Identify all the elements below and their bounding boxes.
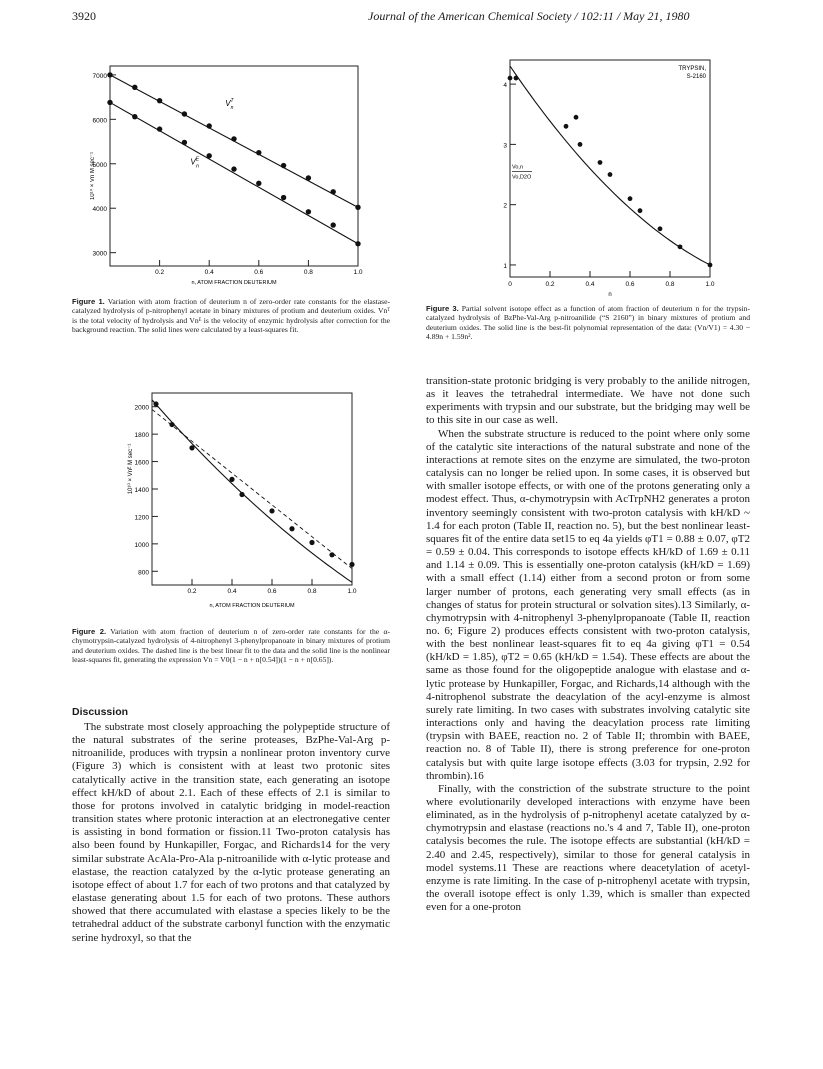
data-point [608,172,613,177]
data-point [231,136,236,141]
data-point [355,241,360,246]
y-axis-label: 10¹⁰ × Vnᴱ M sec⁻¹ [128,443,134,495]
plot-frame [110,66,358,266]
y-tick-label: 5000 [92,161,107,169]
data-point [638,208,643,213]
journal-header: Journal of the American Chemical Society / 102:11 / May 21, 1980 [368,9,690,23]
x-axis-label: n, ATOM FRACTION DEUTERIUM [209,603,295,609]
x-tick-label: 0.8 [665,281,675,288]
paragraph: transition-state protonic bridging is very probably to the anilide nitrogen, as it leaves the tetrahedral intermediate. We have not done such experiments with trypsin and our substrate, but the bridging may well be to this site in our case as well. [426,375,750,427]
data-point [182,140,187,145]
figure2-caption-text: Variation with atom fraction of deuterium n of zero-order rate constants for the α-chymotrypsin-catalyzed hydrolysis of 4-nitrophenyl 3-phenylpropanoate in binary mixtures of protium and deuterium oxides. The dashed line is the best linear fit to the data and the solid line is the nonlinear least-squares fit, generating the expression Vn = V0(1 − n + n[0.54])(1 − n + n[0.65]). [72,627,390,665]
page-number: 3920 [72,9,96,23]
data-point [678,244,683,249]
data-point [309,540,314,545]
x-axis-label: n [608,292,612,298]
data-point [256,150,261,155]
figure3-chart [468,55,720,305]
x-tick-label: 0.8 [303,269,313,276]
data-point [574,115,579,120]
figure1-caption [72,297,390,335]
data-point [349,562,354,567]
paragraph: Finally, with the constriction of the substrate structure to the point where evolutionarily developed interactions with enzyme have been eliminated, as in the hydrolysis of p-nitrophenyl acetate catalyzed by α-chymotrypsin and elastase (reactions no.'s 4 and 7, Table II), one-proton catalysis becomes the rule. The isotope effects are substantial (kH/kD = 2.40 and 2.45, respectively), similar to those for general catalysis in model systems.11 These are reactions where deacetylation of acetyl-enzyme is rate limiting. In the case of p-nitrophenyl acetate with trypsin, the overall isotope effect is only 1.39, which is smaller than expected even for a one-proton [426,782,750,914]
figure1-chart [90,58,380,293]
y-axis-label: 10¹⁰ × Vn M sec⁻¹ [90,151,96,201]
discussion-heading: Discussion [72,706,129,718]
data-point [331,189,336,194]
figure3-caption-text: Partial solvent isotope effect as a function of atom fraction of deuterium n for the trypsin-catalyzed hydrolysis of BzPhe-Val-Arg p-nitroanilide (“S 2160”) in binary mixtures of protium and deuterium oxides. The solid line is the best-fit polynomial representation of the data: (Vn/V1) = 4.30 − 4.89n + 1.59n². [426,304,750,342]
y-tick-label: 1800 [134,432,149,440]
figure3-caption-label: Figure 3. [426,304,459,313]
polynomial-fit-curve [510,66,710,265]
data-point [189,445,194,450]
data-point [207,153,212,158]
x-tick-label: 0.2 [155,269,165,276]
figure3-caption [426,304,750,342]
data-point [157,126,162,131]
data-point [306,175,311,180]
data-point [157,98,162,103]
data-point [355,205,360,210]
data-point [329,552,334,557]
x-tick-label: 0 [508,281,512,288]
data-point [281,195,286,200]
x-tick-label: 0.4 [227,588,237,595]
data-point [107,72,112,77]
data-point [153,401,158,406]
fit-line [110,102,358,243]
data-point [306,209,311,214]
y-tick-label: 6000 [92,117,107,125]
data-point [658,226,663,231]
data-point [256,181,261,186]
y-tick-label: 1600 [134,459,149,467]
data-point [132,114,137,119]
discussion-right-column [426,375,750,914]
y-tick-label: 3 [503,142,507,150]
y-tick-label: 2000 [134,404,149,412]
y-tick-label: 2 [503,202,507,210]
series-label: $V^T$ n [225,98,234,111]
data-point [281,163,286,168]
data-point [182,111,187,116]
paragraph: The substrate most closely approaching the polypeptide structure of the natural substrates of the serine proteases, BzPhe-Val-Arg p-nitroanilide, produces with trypsin a nonlinear proton inventory curve (Figure 3) which is consistent with at least two protonic sites catalytically active in the transition state, each generating an isotope effect kH/kD of about 2.1. Each of these effects of 2.1 is similar to those for protons involved in catalytic bridging in model-reaction transition states where protonic interaction at an electronegative center is assisting in bond formation or fission.11 Two-proton catalysis has also been found by Hunkapiller, Forgac, and Richards14 for the very similar substrate AcAla-Pro-Ala p-nitroanilide with α-lytic protease and elastase, the reaction catalyzed by the α-lytic protease generating an isotope effect of about 1.7 for each of two protons and that catalyzed by elastase generating about 1.5 for each of two protons. These authors showed that there accumulated with elastase a species likely to be the tetrahedral adduct of the substrate carbonyl function with the enzymatic serine hydroxyl, so that the [72,721,390,944]
y-tick-label: 4000 [92,206,107,214]
data-point [239,492,244,497]
x-tick-label: 0.6 [254,269,264,276]
figure2-caption-label: Figure 2. [72,627,107,636]
data-point [578,142,583,147]
data-point [207,123,212,128]
plot-frame [510,60,710,277]
x-tick-label: 1.0 [353,269,363,276]
y-tick-label: 1000 [134,541,149,549]
x-tick-label: 0.8 [307,588,317,595]
x-tick-label: 0.4 [585,281,595,288]
y-tick-label: 1200 [134,514,149,522]
y-tick-label: 800 [138,569,149,577]
y-axis-label-denominator: Vo,D2O [512,174,532,181]
data-point [514,76,519,81]
x-tick-label: 0.6 [267,588,277,595]
figure2-chart [90,385,390,615]
nonlinear-fit-curve [152,400,352,582]
x-tick-label: 0.4 [204,269,214,276]
data-point [132,85,137,90]
x-tick-label: 0.2 [545,281,555,288]
data-point [508,76,513,81]
data-point [169,422,174,427]
paragraph: When the substrate structure is reduced to the point where only some of the catalytic site interactions of the natural substrate and none of the interactions at remote sites on the enzyme are simulated, the two-proton catalysis can no longer be relied upon. In some cases, it is observed but with smaller isotope effects, or with one of the protons generating only a modest effect. Thus, α-chymotrypsin with AcTrpNH2 generates a proton inventory seemingly consistent with two-proton catalysis with kH/kD ~ 1.4 for each proton (Table II, reaction no. 5), but the best nonlinear least-squares fit of the entire data set15 to eq 4a yields φT1 = 0.88 ± 0.07, φT2 = 0.59 ± 0.04. This corresponds to isotope effects kH/kD of 1.69 ± 0.11 and 1.14 ± 0.09. This is essentially one-proton catalysis (kH/kD = 1.69) with a small effect (1.14) either from a second proton or from some larger number of protons, each generating very small effects (as in changes of status for protein structural or solvation sites).13 Similarly, α-chymotrypsin with 4-nitrophenyl 3-phenylpropanoate (Table II, reaction no. 6; Figure 2) produces effects consistent with two-proton catalysis, with the best nonlinear least-squares fit to eq 4a giving φT1 = 0.54 (kH/kD = 1.85), φT2 = 0.65 (kH/kD = 1.54). These effects are about the same as those found for the oligopeptide analogue with elastase and α-lytic protease by Hunkapiller, Forgac, and Richards,14 although with the 4-nitrophenol substrate the deacylation of the acyl-enzyme is almost surely rate limiting. In two cases with substrates involving catalytic site interactions only and having the deacylation process rate limiting (trypsin with BAEE, reaction no. 2 of Table II; thrombin with BAEE, reaction no. 8 of Table II), there is strong preference for one-proton catalysis but with quite large isotope effects (3.03 for trypsin, 2.92 for thrombin).16 [426,427,750,782]
x-tick-label: 0.2 [187,588,197,595]
data-point [628,196,633,201]
x-tick-label: 0.6 [625,281,635,288]
figure2-caption [72,627,390,665]
y-axis-label-numerator: Vo,n [512,164,524,171]
y-tick-label: 3000 [92,250,107,258]
figure1-caption-text: Variation with atom fraction of deuterium n of zero-order rate constants for the elastase-catalyzed hydrolysis of p-nitrophenyl acetate in binary mixtures of protium and deuterium oxides. Vnᵀ is the total velocity of hydrolysis and Vnᴱ is the velocity of enzymic hydrolysis after correction for the background reaction. The solid lines were calculated by a least-squares fit. [72,297,390,335]
series-label: $V^E$ n [190,156,200,170]
chart-title-line1: TRYPSIN, [678,66,706,72]
data-point [598,160,603,165]
y-tick-label: 1400 [134,487,149,494]
data-point [708,263,713,268]
data-point [331,222,336,227]
data-point [564,124,569,129]
data-point [231,166,236,171]
chart-title-line2: S-2160 [686,74,706,80]
y-tick-label: 1 [503,262,507,270]
discussion-left-column [72,721,390,945]
data-point [229,477,234,482]
x-tick-label: 1.0 [347,588,357,595]
data-point [269,508,274,513]
y-tick-label: 7000 [92,72,107,80]
data-point [107,100,112,105]
figure1-caption-label: Figure 1. [72,297,105,306]
y-tick-label: 4 [503,82,507,90]
data-point [289,526,294,531]
x-tick-label: 1.0 [705,281,715,288]
x-axis-label: n, ATOM FRACTION DEUTERIUM [191,280,277,286]
